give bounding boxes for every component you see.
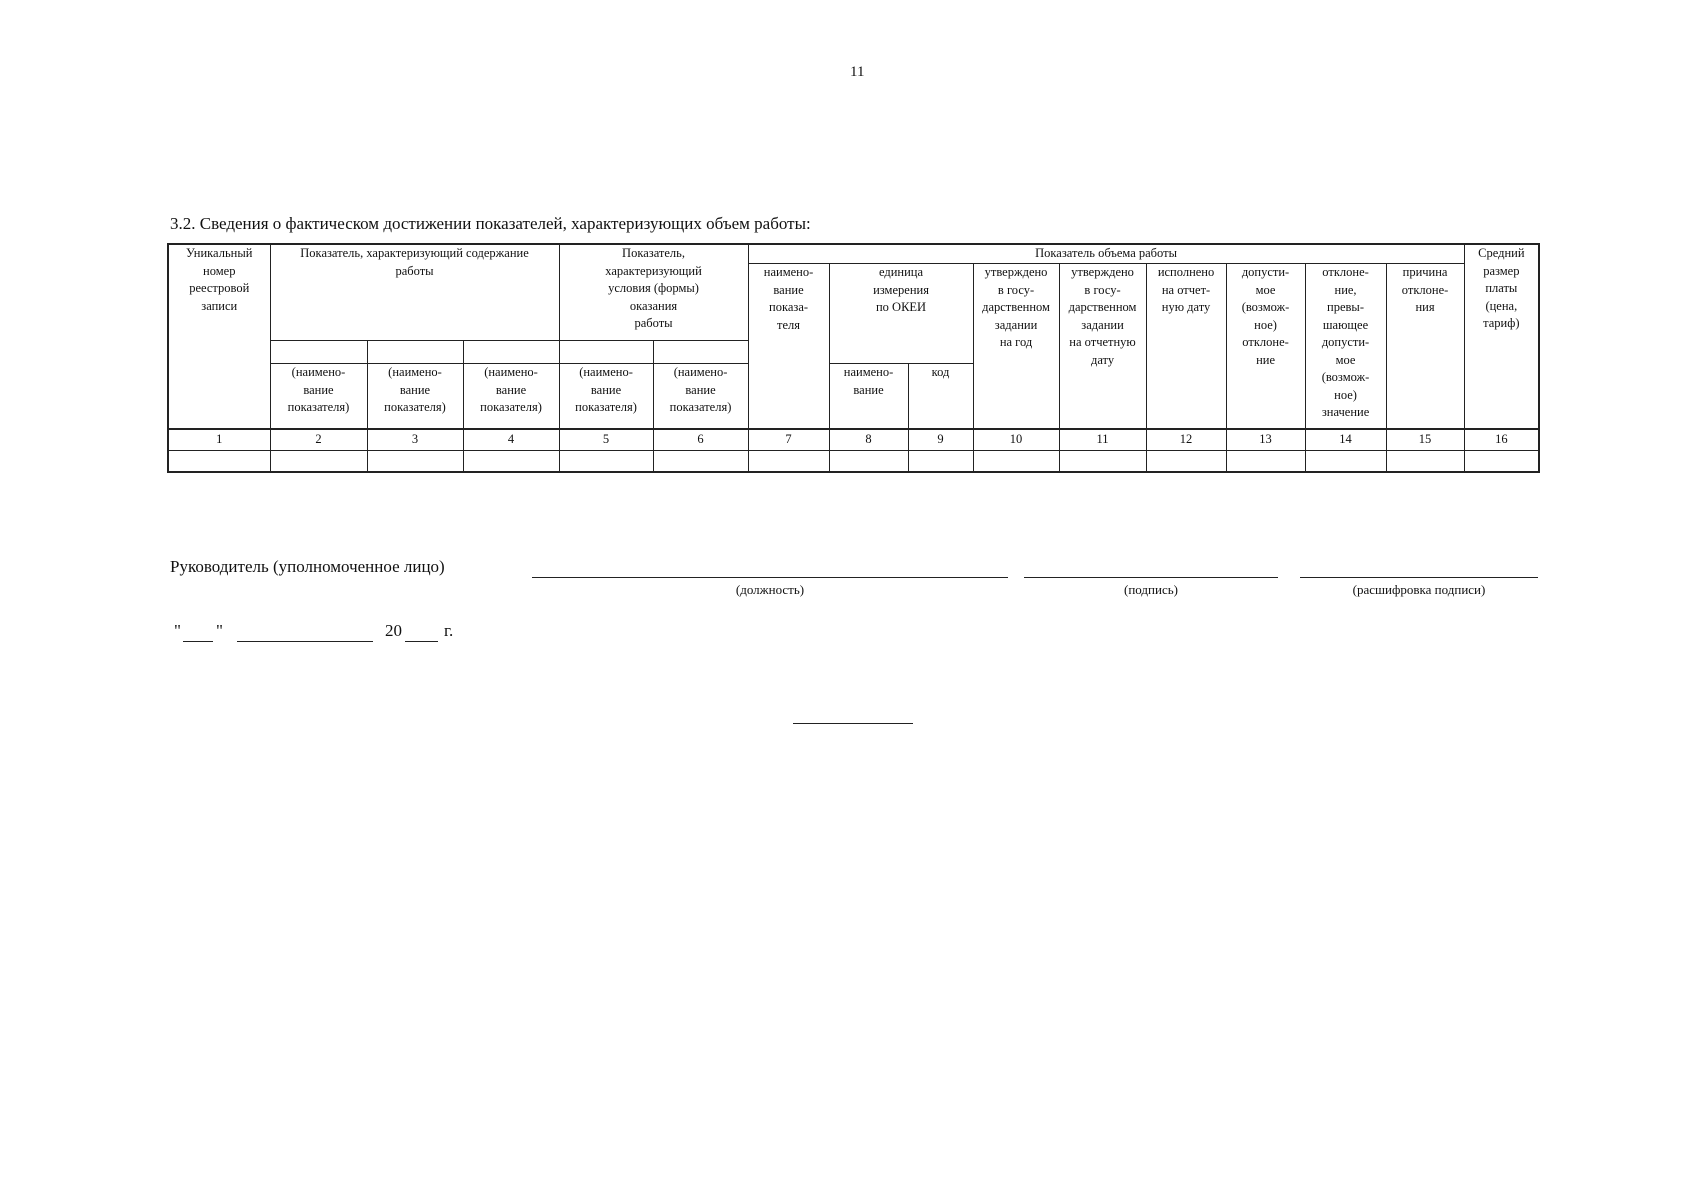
volume-indicators-table — [167, 243, 1540, 473]
column-number: 10 — [973, 429, 1059, 451]
position-caption: (должность) — [735, 582, 805, 597]
decoding-caption: (расшифровка подписи) — [1352, 582, 1486, 597]
header-conditions-indicator: Показатель, характеризующий условия (формы) оказания работы — [559, 244, 748, 341]
header-deviation-reason: причина отклоне- ния — [1386, 264, 1464, 430]
header-volume-indicator: Показатель объема работы — [748, 244, 1464, 264]
header-approved-year: утверждено в госу- дарственном задании на год — [973, 264, 1059, 430]
column-number: 5 — [559, 429, 653, 451]
header-exceeding-deviation: отклоне- ние, превы- шающее допусти- мое (возмож- ное) значение — [1305, 264, 1386, 430]
blank-cell — [367, 341, 463, 364]
date-year-line[interactable] — [405, 641, 438, 642]
date-month-line[interactable] — [237, 641, 373, 642]
column-number: 1 — [168, 429, 270, 451]
signature-line[interactable] — [1024, 577, 1278, 578]
header-indicator-name: (наимено- вание показателя) — [463, 364, 559, 430]
decoding-line[interactable] — [1300, 577, 1538, 578]
data-cell[interactable] — [559, 451, 653, 473]
data-cell[interactable] — [908, 451, 973, 473]
signature-caption: (подпись) — [1124, 582, 1178, 597]
data-cell[interactable] — [973, 451, 1059, 473]
column-number: 13 — [1226, 429, 1305, 451]
header-content-indicator: Показатель, характеризующий содержание работы — [270, 244, 559, 341]
data-cell[interactable] — [1059, 451, 1146, 473]
date-year-prefix: 20 — [385, 621, 402, 640]
blank-cell — [559, 341, 653, 364]
header-executed: исполнено на отчет- ную дату — [1146, 264, 1226, 430]
page-number: 11 — [850, 64, 865, 80]
header-okei-unit-code: код — [908, 364, 973, 430]
header-okei-unit-name: наимено- вание — [829, 364, 908, 430]
data-cell[interactable] — [1226, 451, 1305, 473]
column-number: 12 — [1146, 429, 1226, 451]
date-quote-close: " — [216, 621, 223, 640]
column-number: 3 — [367, 429, 463, 451]
signature-label: Руководитель (уполномоченное лицо) — [170, 557, 445, 576]
blank-cell — [653, 341, 748, 364]
data-cell[interactable] — [748, 451, 829, 473]
data-cell[interactable] — [463, 451, 559, 473]
date-year-suffix: г. — [444, 621, 454, 640]
column-number: 11 — [1059, 429, 1146, 451]
position-line[interactable] — [532, 577, 1008, 578]
header-indicator-name: (наимено- вание показателя) — [559, 364, 653, 430]
header-volume-name: наимено- вание показа- теля — [748, 264, 829, 430]
table-row — [168, 451, 1539, 473]
column-number: 2 — [270, 429, 367, 451]
column-number: 16 — [1464, 429, 1539, 451]
data-cell[interactable] — [1146, 451, 1226, 473]
data-cell[interactable] — [367, 451, 463, 473]
header-okei-unit: единица измерения по ОКЕИ — [829, 264, 973, 364]
blank-cell — [270, 341, 367, 364]
section-title: 3.2. Сведения о фактическом достижении показателей, характеризующих объем работы: — [170, 214, 811, 233]
date-day-line[interactable] — [183, 641, 213, 642]
data-cell[interactable] — [653, 451, 748, 473]
header-average-payment: Средний размер платы (цена, тариф) — [1464, 244, 1539, 429]
data-cell[interactable] — [1305, 451, 1386, 473]
data-cell[interactable] — [829, 451, 908, 473]
header-unique-record: Уникальный номер реестровой записи — [168, 244, 270, 429]
column-number: 9 — [908, 429, 973, 451]
date-quote-open: " — [174, 621, 181, 640]
data-cell[interactable] — [168, 451, 270, 473]
column-number: 15 — [1386, 429, 1464, 451]
header-indicator-name: (наимено- вание показателя) — [270, 364, 367, 430]
header-allowed-deviation: допусти- мое (возмож- ное) отклоне- ние — [1226, 264, 1305, 430]
column-number: 14 — [1305, 429, 1386, 451]
data-cell[interactable] — [1464, 451, 1539, 473]
column-number: 4 — [463, 429, 559, 451]
data-cell[interactable] — [270, 451, 367, 473]
footer-divider — [793, 723, 913, 724]
column-number: 6 — [653, 429, 748, 451]
header-approved-date: утверждено в госу- дарственном задании на отчетную дату — [1059, 264, 1146, 430]
blank-cell — [463, 341, 559, 364]
header-indicator-name: (наимено- вание показателя) — [367, 364, 463, 430]
column-number: 7 — [748, 429, 829, 451]
header-indicator-name: (наимено- вание показателя) — [653, 364, 748, 430]
column-number: 8 — [829, 429, 908, 451]
data-cell[interactable] — [1386, 451, 1464, 473]
